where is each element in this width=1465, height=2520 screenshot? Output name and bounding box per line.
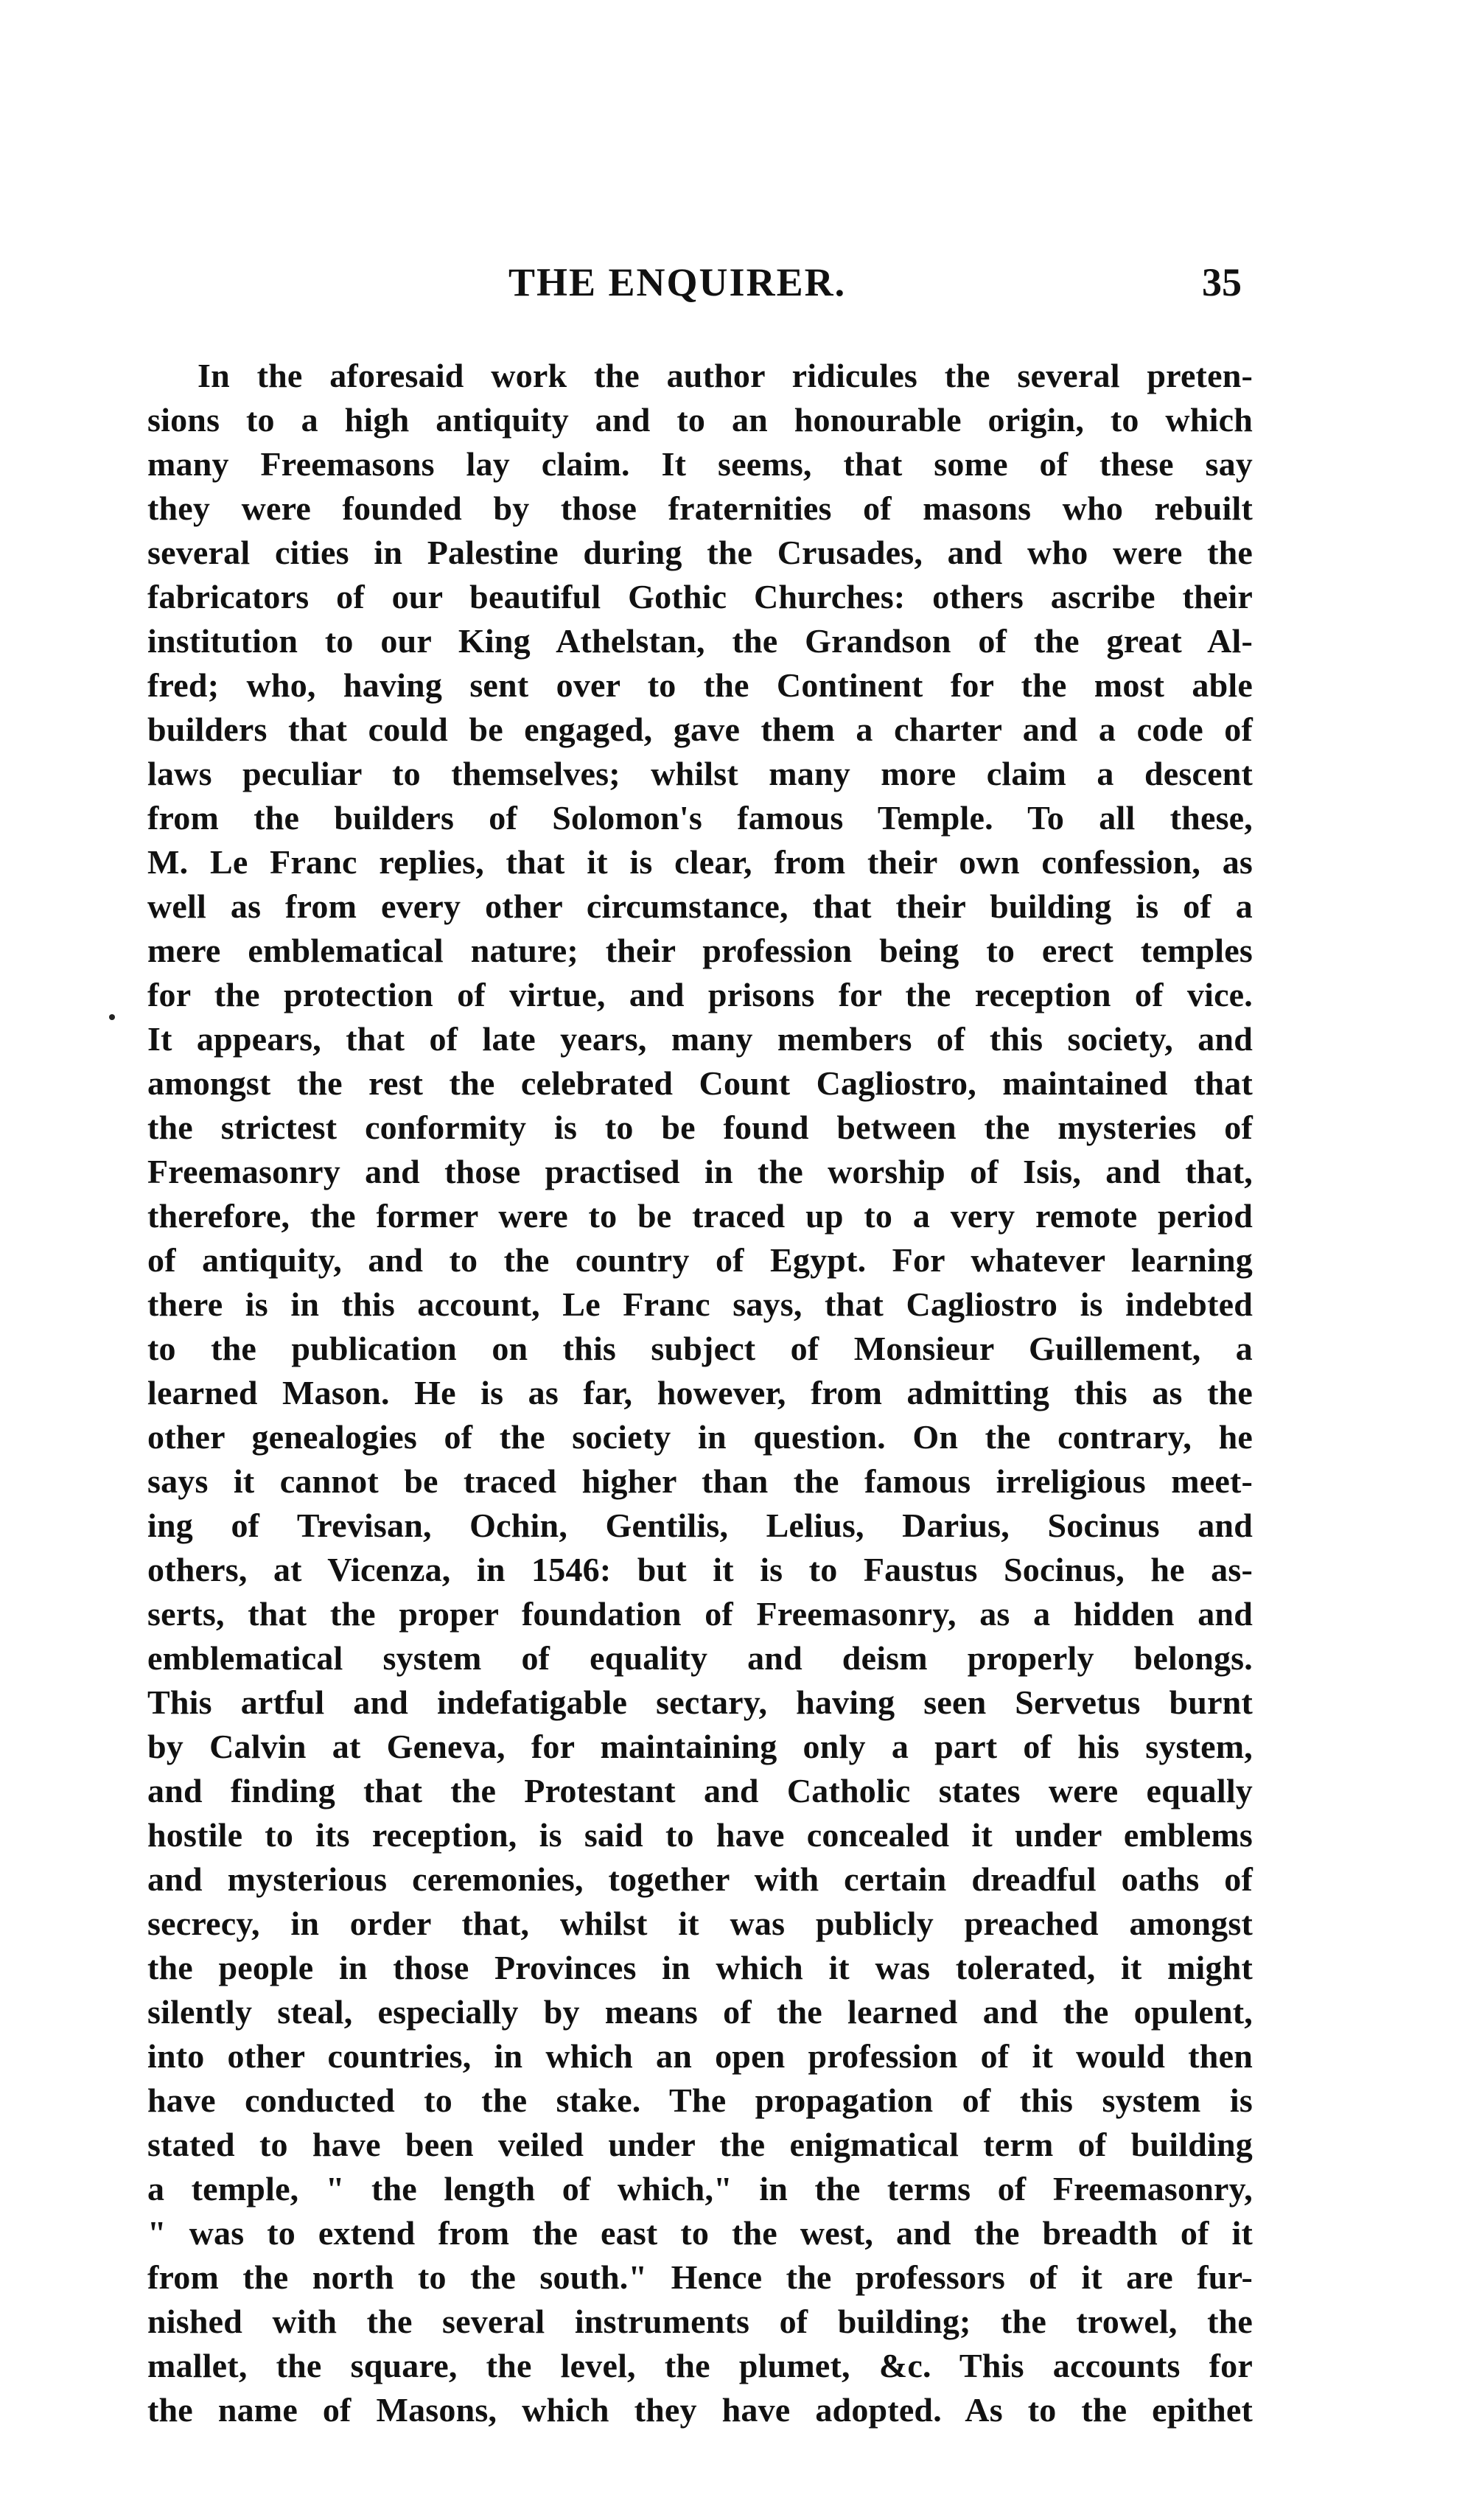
text-line: hostile to its reception, is said to have concealed it under emblems [147,1816,1253,1854]
text-line: therefore, the former were to be traced up to a very remote period [147,1197,1253,1235]
text-line: silently steal, especially by means of the learned and the opulent, [147,1993,1253,2031]
text-line: institution to our King Athelstan, the Grandson of the great Al- [147,622,1253,660]
margin-dot-mark [109,1014,115,1020]
text-line: there is in this account, Le Franc says, that Cagliostro is indebted [147,1285,1253,1323]
text-line: from the north to the south." Hence the professors of it are fur- [147,2258,1253,2296]
text-line: others, at Vicenza, in 1546: but it is to Faustus Socinus, he as- [147,1551,1253,1588]
text-line: by Calvin at Geneva, for maintaining only a part of his system, [147,1728,1253,1765]
text-line: many Freemasons lay claim. It seems, that some of these say [147,445,1253,483]
text-line: other genealogies of the society in question. On the contrary, he [147,1418,1253,1456]
body-text [147,354,1253,2432]
page-title: THE ENQUIRER. [508,260,847,304]
text-line: for the protection of virtue, and prisons for the reception of vice. [147,976,1253,1013]
text-line: several cities in Palestine during the Crusades, and who were the [147,534,1253,571]
text-line: fabricators of our beautiful Gothic Churches: others ascribe their [147,578,1253,615]
text-line: the people in those Provinces in which it was tolerated, it might [147,1949,1253,1986]
text-line: In the aforesaid work the author ridicules the several preten- [197,357,1253,394]
text-line: a temple, " the length of which," in the terms of Freemasonry, [147,2170,1253,2207]
text-line: to the publication on this subject of Monsieur Guillement, a [147,1330,1253,1367]
text-line: the name of Masons, which they have adopted. As to the epithet [147,2391,1253,2429]
text-line: secrecy, in order that, whilst it was publicly preached amongst [147,1905,1253,1942]
text-line: emblematical system of equality and deism properly belongs. [147,1639,1253,1677]
text-line: " was to extend from the east to the west, and the breadth of it [147,2214,1253,2252]
text-line: mere emblematical nature; their profession being to erect temples [147,932,1253,969]
text-line: Freemasonry and those practised in the worship of Isis, and that, [147,1153,1253,1190]
text-line: of antiquity, and to the country of Egypt. For whatever learning [147,1241,1253,1279]
text-line: This artful and indefatigable sectary, having seen Servetus burnt [147,1683,1253,1721]
text-line: It appears, that of late years, many members of this society, and [147,1020,1253,1058]
text-line: mallet, the square, the level, the plumet, &c. This accounts for [147,2347,1253,2384]
text-line: the strictest conformity is to be found between the mysteries of [147,1109,1253,1146]
text-line: well as from every other circumstance, that their building is of a [147,887,1253,925]
text-line: have conducted to the stake. The propagation of this system is [147,2081,1253,2119]
text-line: sions to a high antiquity and to an honourable origin, to which [147,401,1253,439]
text-line: says it cannot be traced higher than the famous irreligious meet- [147,1462,1253,1500]
running-head [472,259,1242,311]
text-line: fred; who, having sent over to the Continent for the most able [147,666,1253,704]
text-line: they were founded by those fraternities of masons who rebuilt [147,489,1253,527]
text-line: stated to have been veiled under the enigmatical term of building [147,2126,1253,2163]
text-line: amongst the rest the celebrated Count Cagliostro, maintained that [147,1064,1253,1102]
text-line: nished with the several instruments of building; the trowel, the [147,2303,1253,2340]
text-line: M. Le Franc replies, that it is clear, from their own confession, as [147,843,1253,881]
text-line: into other countries, in which an open profession of it would then [147,2037,1253,2075]
text-line: and finding that the Protestant and Catholic states were equally [147,1772,1253,1809]
text-line: and mysterious ceremonies, together with certain dreadful oaths of [147,1860,1253,1898]
text-line: ing of Trevisan, Ochin, Gentilis, Lelius, Darius, Socinus and [147,1507,1253,1544]
text-line: builders that could be engaged, gave them a charter and a code of [147,711,1253,748]
text-line: laws peculiar to themselves; whilst many more claim a descent [147,755,1253,792]
text-line: learned Mason. He is as far, however, from admitting this as the [147,1374,1253,1411]
text-line: from the builders of Solomon's famous Temple. To all these, [147,799,1253,837]
text-line: serts, that the proper foundation of Freemasonry, as a hidden and [147,1595,1253,1633]
page-number: 35 [1202,260,1242,304]
